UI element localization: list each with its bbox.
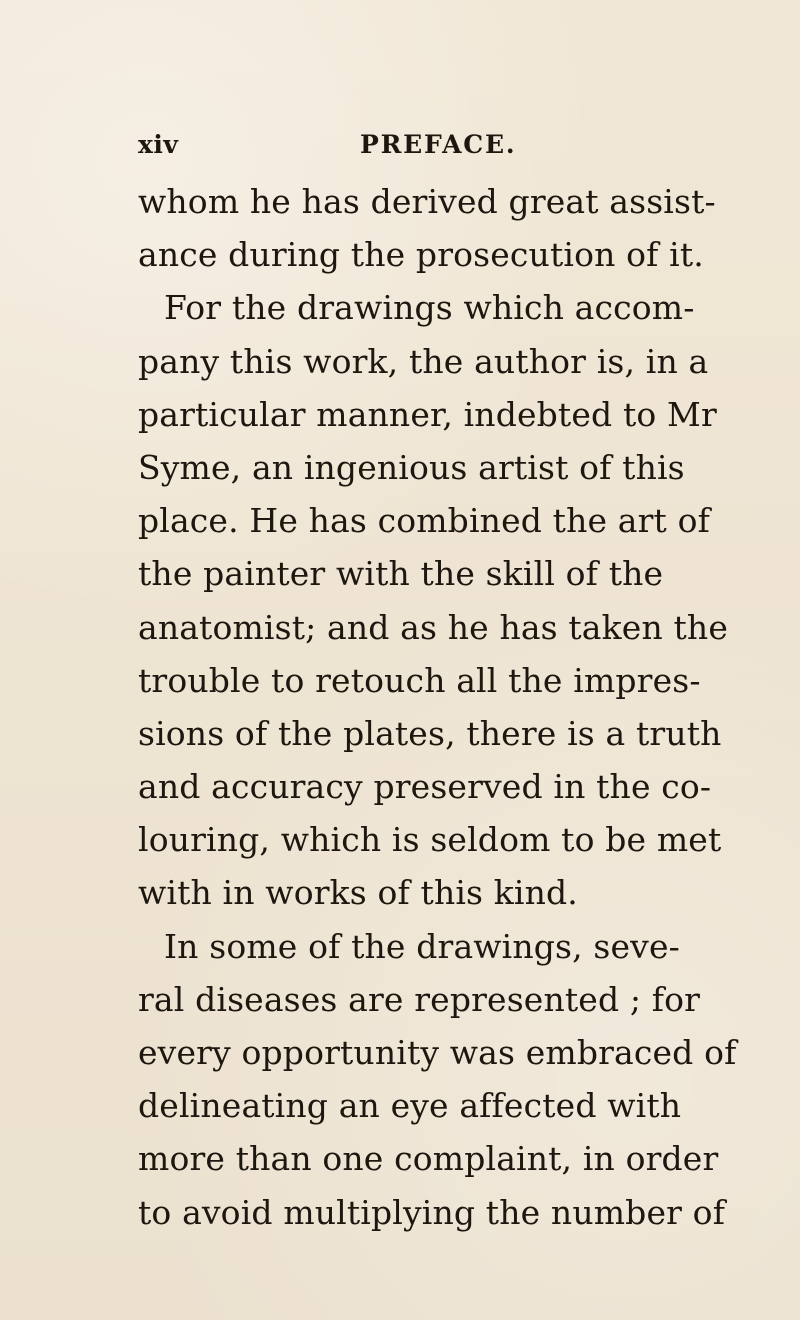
text-line-16: ral diseases are represented ; for [138,979,701,1019]
text-line-20: to avoid multiplying the number of [138,1192,726,1232]
text-line-6: Syme, an ingenious artist of this [138,447,685,487]
text-line-7: place. He has combined the art of [138,501,710,541]
text-line-11: sions of the plates, there is a truth [138,713,722,753]
section-title: PREFACE. [360,130,517,159]
text-line-9: anatomist; and as he has taken the [138,607,728,647]
text-line-8: the painter with the skill of the [138,554,664,594]
body-text [138,175,737,1239]
text-line-10: trouble to retouch all the impres- [138,660,701,700]
text-line-4: pany this work, the author is, in a [138,341,709,381]
text-line-18: delineating an eye affected with [138,1086,682,1126]
text-line-19: more than one complaint, in order [138,1139,719,1179]
page-number: xiv [138,130,179,159]
text-line-12: and accuracy preserved in the co- [138,767,712,807]
text-line-17: every opportunity was embraced of [138,1033,737,1072]
text-line-5: particular manner, indebted to Mr [138,394,717,434]
text-line-13: louring, which is seldom to be met [138,820,722,860]
text-line-14: with in works of this kind. [138,873,578,913]
text-line-1: whom he has derived great assist- [138,182,716,221]
running-head [138,130,698,164]
text-line-15: In some of the drawings, seve- [164,926,680,966]
text-line-2: ance during the prosecution of it. [138,235,704,275]
text-line-3: For the drawings which accom- [164,288,695,328]
